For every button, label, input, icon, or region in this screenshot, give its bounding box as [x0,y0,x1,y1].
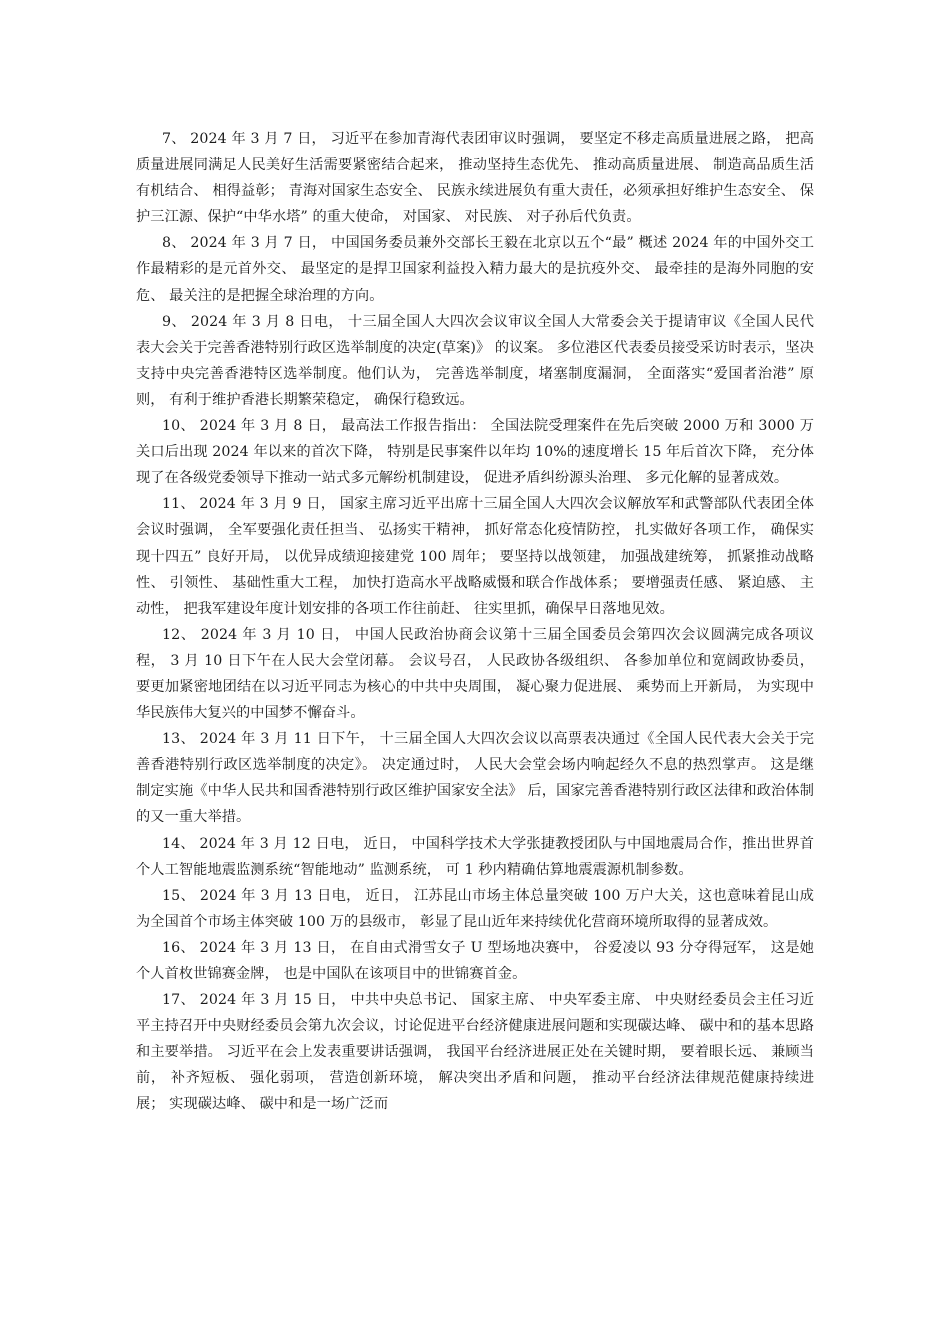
document-body [136,126,814,1118]
paragraph-item-15: 15、 2024 年 3 月 13 日电， 近日， 江苏昆山市场主体总量突破 100 万户大关，这也意味着昆山成为全国首个市场主体突破 100 万的县级市， 彰显了昆山近年来持续优化营商环境所取得的显著成效。 [136,887,814,930]
paragraph-item-12: 12、 2024 年 3 月 10 日， 中国人民政治协商会议第十三届全国委员会第四次会议圆满完成各项议程， 3 月 10 日下午在人民大会堂闭幕。 会议号召， 人民政协各级组织、 各参加单位和宽阔政协委员， 要更加紧密地团结在以习近平同志为核心的中共中央周围， 凝心聚力促进展、 乘势而上开新局， 为实现中华民族伟大复兴的中国梦不懈奋斗。 [136,626,814,722]
paragraph-item-17: 17、 2024 年 3 月 15 日， 中共中央总书记、 国家主席、 中央军委主席、 中央财经委员会主任习近平主持召开中央财经委员会第九次会议，讨论促进平台经济健康进展问题和实现碳达峰、 碳中和的基本思路和主要举措。 习近平在会上发表重要讲话强调， 我国平台经济进展正处在关键时期， 要着眼长远、 兼顾当前， 补齐短板、 强化弱项， 营造创新环境， 解决突出矛盾和问题， 推动平台经济法律规范健康持续进展； 实现碳达峰、 碳中和是一场广泛而 [136,992,814,1113]
paragraph-item-10: 10、 2024 年 3 月 8 日， 最高法工作报告指出： 全国法院受理案件在先后突破 2000 万和 3000 万关口后出现 2024 年以来的首次下降， 特别是民事案件以年均 10%的速度增长 15 年后首次下降， 充分体现了在各级党委领导下推动一站式多元解纷机制建设， 促进矛盾纠纷源头治理、 多元化解的显著成效。 [136,418,814,487]
paragraph-item-13: 13、 2024 年 3 月 11 日下午， 十三届全国人大四次会议以高票表决通过《全国人民代表大会关于完善香港特别行政区选举制度的决定》。 决定通过时， 人民大会堂会场内响起经久不息的热烈掌声。 这是继制定实施《中华人民共和国香港特别行政区维护国家安全法》 后，国家完善香港特别行政区法律和政治体制的又一重大举措。 [136,731,814,826]
paragraph-item-9: 9、 2024 年 3 月 8 日电， 十三届全国人大四次会议审议全国人大常委会关于提请审议《全国人民代表大会关于完善香港特别行政区选举制度的决定(草案)》 的议案。 多位港区代表委员接受采访时表示，坚决支持中央完善香港特区选举制度。他们认为， 完善选举制度，堵塞制度漏洞， 全面落实“爱国者治港” 原则， 有利于维护香港长期繁荣稳定， 确保行稳致远。 [136,313,814,408]
paragraph-item-14: 14、 2024 年 3 月 12 日电， 近日， 中国科学技术大学张捷教授团队与中国地震局合作，推出世界首个人工智能地震监测系统“智能地动” 监测系统， 可 1 秒内精确估算地震震源机制参数。 [136,835,814,878]
paragraph-item-16: 16、 2024 年 3 月 13 日， 在自由式滑雪女子 U 型场地决赛中， 谷爱凌以 93 分夺得冠军， 这是她个人首枚世锦赛金牌， 也是中国队在该项目中的世锦赛首金。 [136,939,814,982]
paragraph-item-7: 7、 2024 年 3 月 7 日， 习近平在参加青海代表团审议时强调， 要坚定不移走高质量进展之路， 把高质量进展同满足人民美好生活需要紧密结合起来， 推动坚持生态优先、 推动高质量进展、 制造高品质生活有机结合、 相得益彰； 青海对国家生态安全、 民族永续进展负有重大责任，必须承担好维护生态安全、 保护三江源、保护“中华水塔” 的重大使命， 对国家、 对民族、 对子孙后代负责。 [136,131,814,226]
paragraph-item-11: 11、 2024 年 3 月 9 日， 国家主席习近平出席十三届全国人大四次会议解放军和武警部队代表团全体会议时强调， 全军要强化责任担当、 弘扬实干精神， 抓好常态化疫情防控， 扎实做好各项工作， 确保实现十四五” 良好开局， 以优异成绩迎接建党 100 周年； 要坚持以战领建， 加强战建统筹， 抓紧推动战略性、 引领性、 基础性重大工程， 加快打造高水平战略威慑和联合作战体系； 要增强责任感、 紧迫感、 主动性， 把我军建设年度计划安排的各项工作往前赶、 往实里抓，确保早日落地见效。 [136,496,814,617]
paragraph-item-8: 8、 2024 年 3 月 7 日， 中国国务委员兼外交部长王毅在北京以五个“最” 概述 2024 年的中国外交工作最精彩的是元首外交、 最坚定的是捍卫国家利益投入精力最大的是抗疫外交、 最牵挂的是海外同胞的安危、 最关注的是把握全球治理的方向。 [136,235,814,304]
